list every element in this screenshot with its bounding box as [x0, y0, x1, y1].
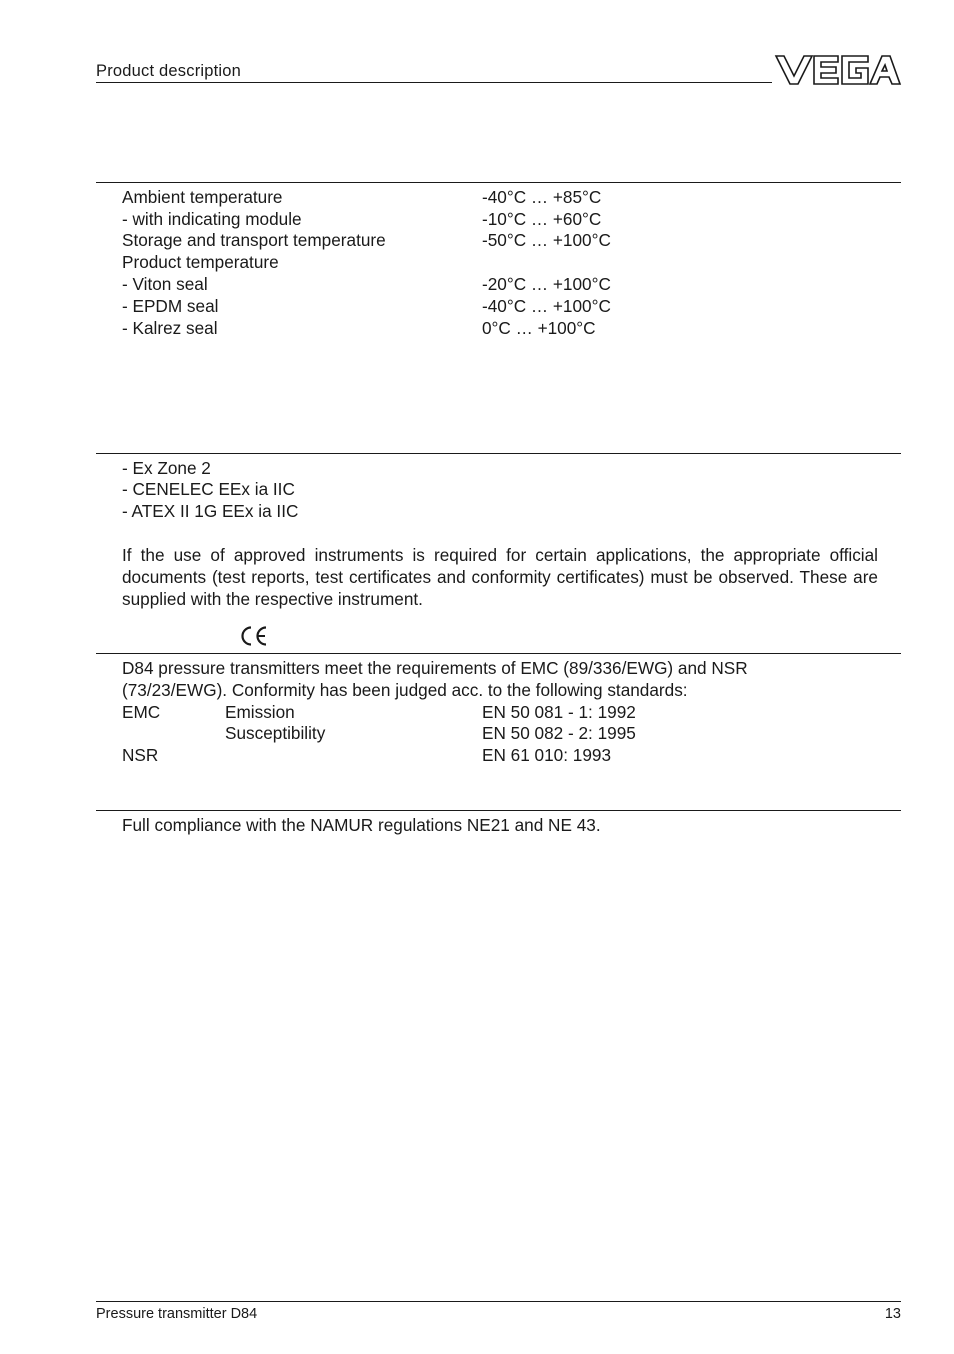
condition-value: -10°C … +60°C [482, 209, 602, 229]
condition-value: -50°C … +100°C [482, 230, 611, 250]
standard-sub: Emission [225, 702, 295, 722]
section-rule [96, 810, 901, 811]
section-rule [96, 453, 901, 454]
standard-sub: Susceptibility [225, 723, 326, 743]
condition-value: -20°C … +100°C [482, 274, 611, 294]
condition-label: - EPDM seal [122, 296, 219, 316]
ce-paragraph-line: D84 pressure transmitters meet the requirements of EMC (89/336/EWG) and NSR [122, 658, 748, 678]
condition-label: - Kalrez seal [122, 318, 218, 338]
footer-rule [96, 1301, 901, 1302]
standard-value: EN 50 082 - 2: 1995 [482, 723, 636, 743]
header-section-title: Product description [96, 62, 242, 80]
namur-text: Full compliance with the NAMUR regulations NE21 and NE 43. [122, 815, 601, 835]
approval-item: - CENELEC EEx ia IIC [122, 479, 295, 499]
footer-page-number: 13 [884, 1306, 901, 1322]
approvals-paragraph: If the use of approved instruments is required for certain applications, the appropriate official documents (test reports, test certificates and conformity certificates) must be observed. These are supplied with the respective instrument. [122, 545, 878, 609]
standard-value: EN 50 081 - 1: 1992 [482, 702, 636, 722]
section-rule [96, 653, 901, 654]
condition-value: -40°C … +100°C [482, 296, 611, 316]
section-rule [96, 182, 901, 183]
condition-label: Storage and transport temperature [122, 230, 386, 250]
condition-label: - Viton seal [122, 274, 208, 294]
condition-label: - with indicating module [122, 209, 302, 229]
footer-document-title: Pressure transmitter D84 [96, 1306, 258, 1322]
vega-logo-icon [774, 50, 902, 88]
header-rule [96, 82, 772, 83]
ce-mark-icon [238, 624, 270, 648]
condition-value: -40°C … +85°C [482, 187, 602, 207]
ce-paragraph-line: (73/23/EWG). Conformity has been judged acc. to the following standards: [122, 680, 688, 700]
approval-item: - Ex Zone 2 [122, 458, 211, 478]
condition-label: Product temperature [122, 252, 279, 272]
standard-value: EN 61 010: 1993 [482, 745, 612, 765]
approval-item: - ATEX II 1G EEx ia IIC [122, 501, 299, 521]
standard-label: NSR [122, 745, 159, 765]
condition-value: 0°C … +100°C [482, 318, 596, 338]
condition-label: Ambient temperature [122, 187, 283, 207]
standard-label: EMC [122, 702, 161, 722]
